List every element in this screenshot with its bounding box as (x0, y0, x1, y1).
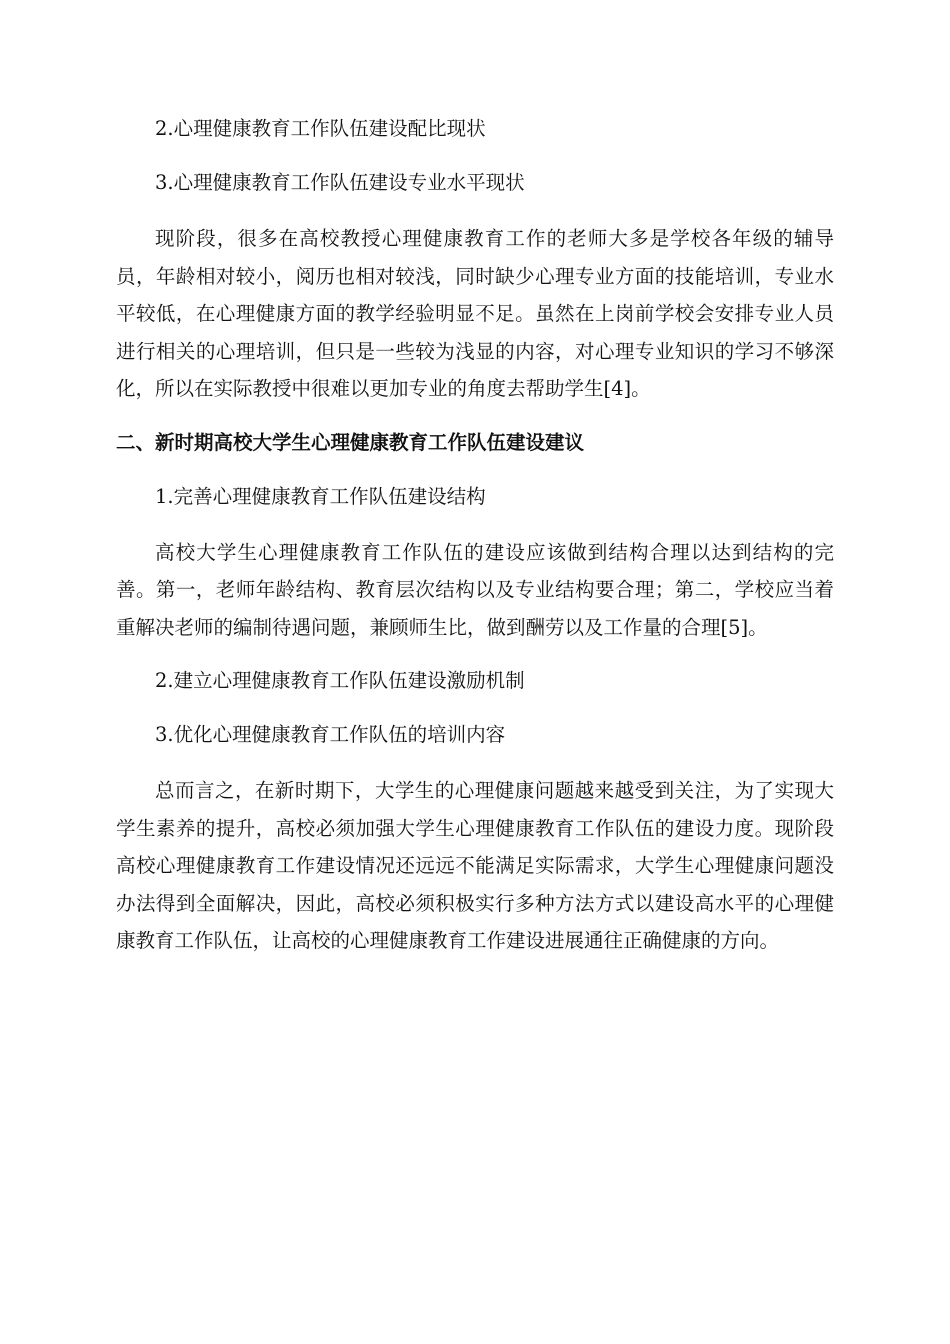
section-heading-suggestions: 二、新时期高校大学生心理健康教育工作队伍建设建议 (116, 430, 585, 454)
subheading-incentive-mechanism: 2.建立心理健康教育工作队伍建设激励机制 (155, 669, 525, 692)
paragraph-current-situation: 现阶段，很多在高校教授心理健康教育工作的老师大多是学校各年级的辅导员，年龄相对较小，阅历也相对较浅，同时缺少心理专业方面的技能培训，专业水平较低，在心理健康方面的教学经验明显不足。虽然在上岗前学校会安排专业人员进行相关的心理培训，但只是一些较为浅显的内容，对心理专业知识的学习不够深化，所以在实际教授中很难以更加专业的角度去帮助学生[4]。 (116, 227, 834, 400)
subheading-training-content: 3.优化心理健康教育工作队伍的培训内容 (155, 723, 506, 746)
paragraph-conclusion: 总而言之，在新时期下，大学生的心理健康问题越来越受到关注，为了实现大学生素养的提升，高校必须加强大学生心理健康教育工作队伍的建设力度。现阶段高校心理健康教育工作建设情况还远远不能满足实际需求，大学生心理健康问题没办法得到全面解决，因此，高校必须积极实行多种方法方式以建设高水平的心理健康教育工作队伍，让高校的心理健康教育工作建设进展通往正确健康的方向。 (116, 779, 834, 952)
subheading-ratio-status: 2.心理健康教育工作队伍建设配比现状 (155, 117, 486, 140)
paragraph-structure: 高校大学生心理健康教育工作队伍的建设应该做到结构合理以达到结构的完善。第一，老师年龄结构、教育层次结构以及专业结构要合理；第二，学校应当着重解决老师的编制待遇问题，兼顾师生比，做到酬劳以及工作量的合理[5]。 (116, 540, 834, 639)
subheading-professional-level-status: 3.心理健康教育工作队伍建设专业水平现状 (155, 171, 525, 194)
document-body (116, 112, 834, 978)
subheading-improve-structure: 1.完善心理健康教育工作队伍建设结构 (155, 484, 486, 508)
